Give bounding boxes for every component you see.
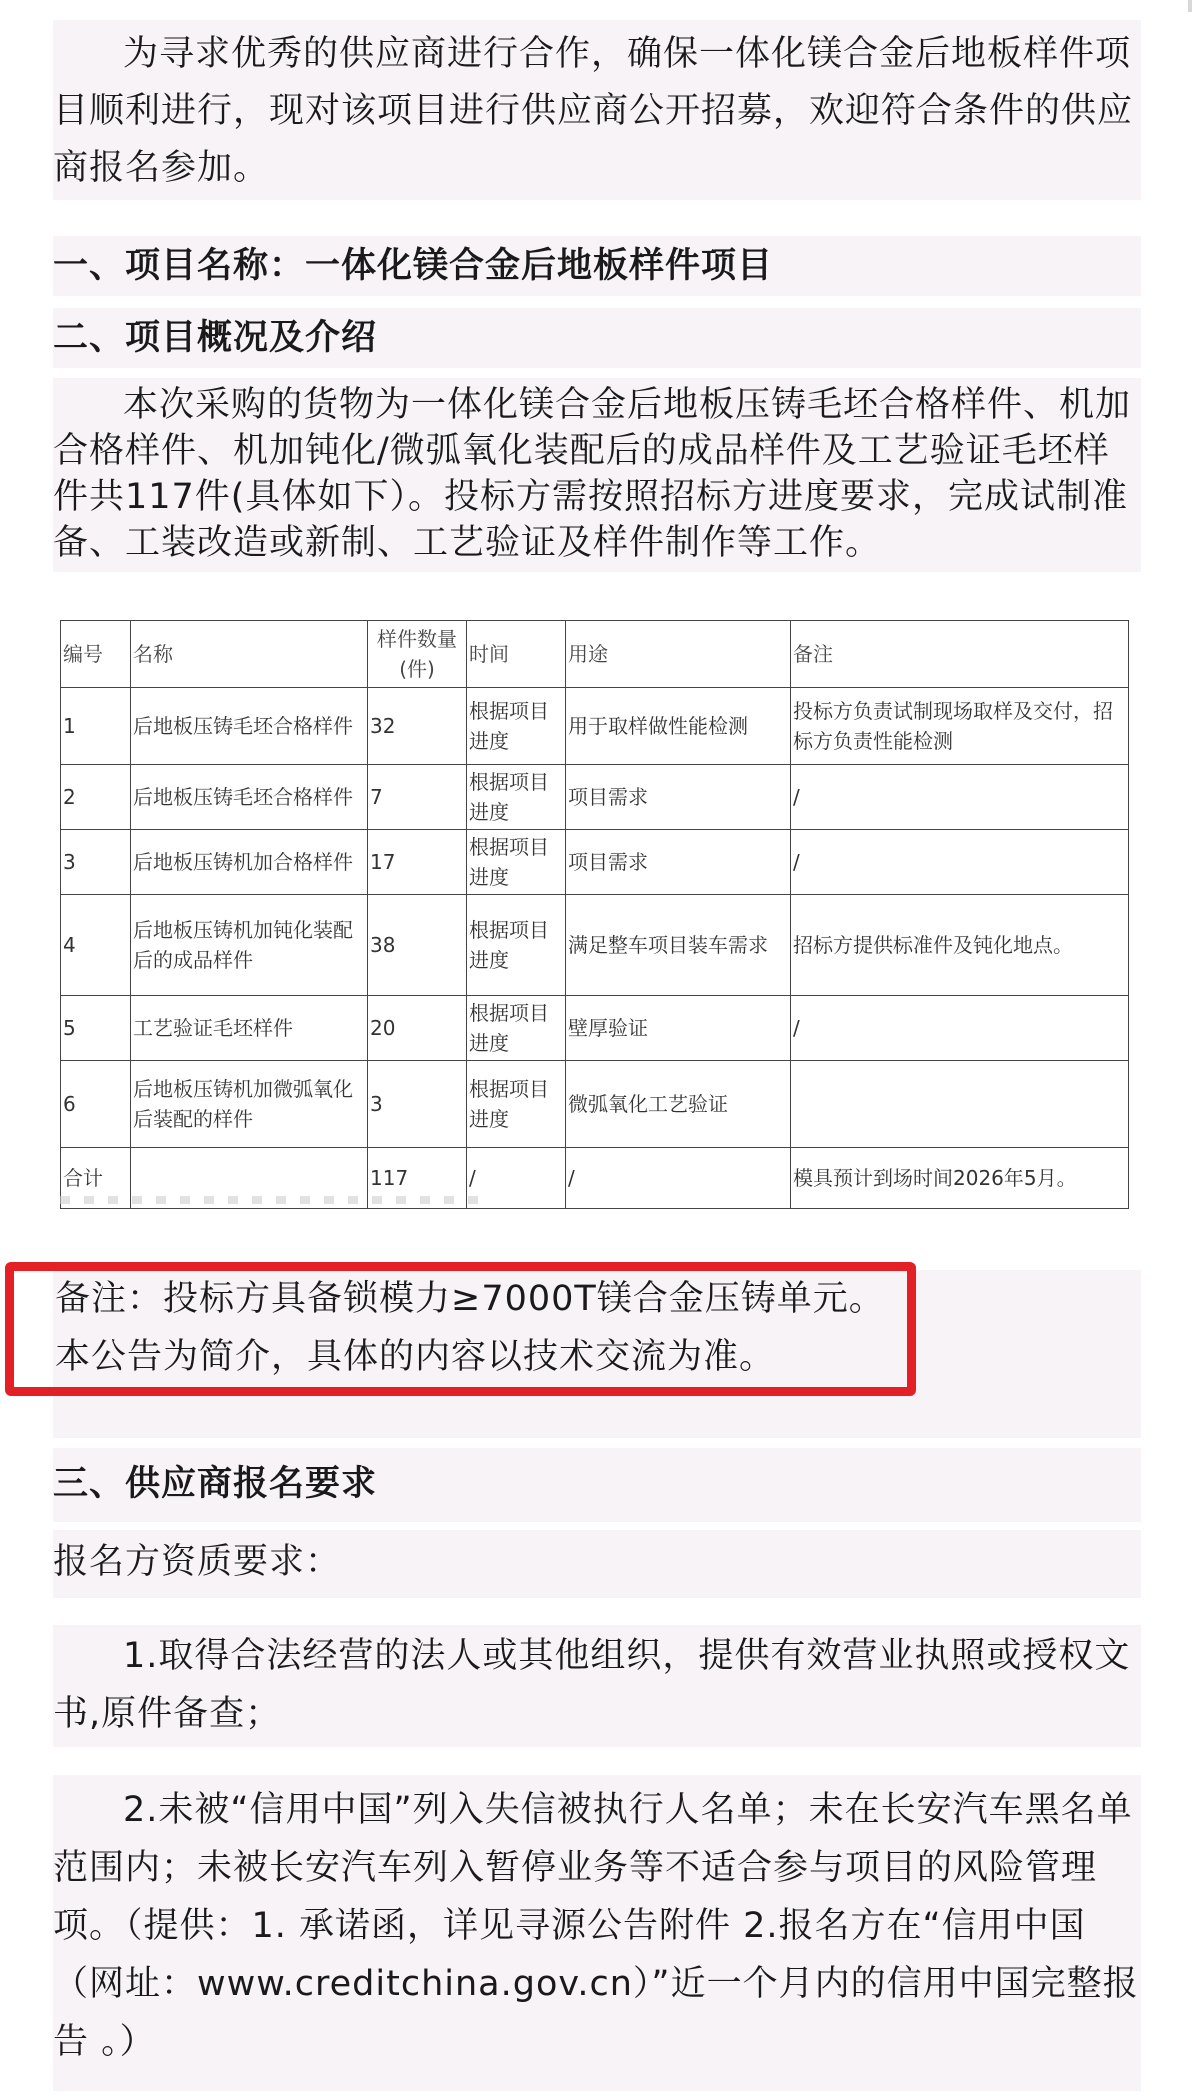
table-header-cell: 样件数量(件): [368, 621, 467, 688]
table-cell: 壁厚验证: [566, 996, 791, 1061]
section-heading-overview: 二、项目概况及介绍: [53, 318, 378, 358]
table-cell: 2: [61, 765, 131, 830]
table-cell: 1: [61, 688, 131, 765]
table-header-cell: 备注: [791, 621, 1129, 688]
table-header-cell: 编号: [61, 621, 131, 688]
table-cell: 7: [368, 765, 467, 830]
qualification-title: 报名方资质要求：: [53, 1542, 342, 1582]
table-cell: 后地板压铸机加钝化装配后的成品样件: [131, 895, 368, 996]
section1-block: [53, 236, 1141, 296]
table-cell: 17: [368, 830, 467, 895]
table-header-cell: 名称: [131, 621, 368, 688]
table-row: [61, 996, 1129, 1061]
table-cell: 根据项目进度: [467, 895, 566, 996]
note-line-lock-force: 备注：投标方具备锁模力≥7000T镁合金压铸单元。: [55, 1279, 885, 1319]
table-cell: 项目需求: [566, 830, 791, 895]
section-heading-project-name: 一、项目名称：一体化镁合金后地板样件项目: [53, 246, 774, 286]
table-row: [61, 1061, 1129, 1148]
section3-block: [53, 1448, 1141, 1522]
top-edge: [0, 0, 1200, 12]
table-cell: 根据项目进度: [467, 996, 566, 1061]
table-cell: 117: [368, 1148, 467, 1209]
table-cell: 5: [61, 996, 131, 1061]
table-cell: 后地板压铸毛坯合格样件: [131, 765, 368, 830]
table-cell: /: [566, 1148, 791, 1209]
table-cell: 模具预计到场时间2026年5月。: [791, 1148, 1129, 1209]
table-cell: 4: [61, 895, 131, 996]
table-header-cell: 用途: [566, 621, 791, 688]
table-cell: 项目需求: [566, 765, 791, 830]
table-row: [61, 688, 1129, 765]
table-cell: 6: [61, 1061, 131, 1148]
sample-table: [60, 620, 1128, 1209]
req1-block: [53, 1625, 1141, 1747]
qual-title-block: [53, 1530, 1141, 1598]
requirement-2: 2.未被“信用中国”列入失信被执行人名单；未在长安汽车黑名单范围内；未被长安汽车列入暂停业务等不适合参与项目的风险管理项。（提供：1. 承诺函，详见寻源公告附件 2.报名方在“信用中国（网址：www.creditchina.gov.cn）”近一个月内的信用中国完整报告 。）: [53, 1790, 1139, 2062]
table-cell: 后地板压铸毛坯合格样件: [131, 688, 368, 765]
scrollbar-thumb[interactable]: [1188, 0, 1192, 12]
table-cell: 后地板压铸机加合格样件: [131, 830, 368, 895]
note-line-brief: 本公告为简介，具体的内容以技术交流为准。: [55, 1337, 776, 1377]
table-cell: 3: [61, 830, 131, 895]
table-cell: 根据项目进度: [467, 1061, 566, 1148]
section2-block: [53, 308, 1141, 368]
table-cell: 根据项目进度: [467, 765, 566, 830]
table-cell: 20: [368, 996, 467, 1061]
table-cell: 招标方提供标准件及钝化地点。: [791, 895, 1129, 996]
table-row: [61, 895, 1129, 996]
table-cell: 根据项目进度: [467, 688, 566, 765]
table-cell: 投标方负责试制现场取样及交付，招标方负责性能检测: [791, 688, 1129, 765]
intro-paragraph: 为寻求优秀的供应商进行合作，确保一体化镁合金后地板样件项目顺利进行，现对该项目进行供应商公开招募，欢迎符合条件的供应商报名参加。: [53, 34, 1134, 188]
table-cell: 合计: [61, 1148, 131, 1209]
table-cell: /: [791, 830, 1129, 895]
highlight-annotation-box: [5, 1262, 916, 1396]
table-cell: /: [467, 1148, 566, 1209]
table-cell: 38: [368, 895, 467, 996]
table-cell: 3: [368, 1061, 467, 1148]
requirement-1: 1.取得合法经营的法人或其他组织，提供有效营业执照或授权文书,原件备查；: [53, 1636, 1131, 1734]
section-heading-requirements: 三、供应商报名要求: [53, 1464, 378, 1504]
overview-block: [53, 378, 1141, 572]
table-cell: /: [791, 996, 1129, 1061]
table-row: [61, 765, 1129, 830]
req2-block: [53, 1775, 1141, 2091]
table-header-cell: 时间: [467, 621, 566, 688]
table-header-row: [61, 621, 1129, 688]
intro-block: [53, 20, 1141, 200]
table-cell: 用于取样做性能检测: [566, 688, 791, 765]
overview-paragraph: 本次采购的货物为一体化镁合金后地板压铸毛坯合格样件、机加合格样件、机加钝化/微弧氧化装配后的成品样件及工艺验证毛坯样件共117件(具体如下）。投标方需按照招标方进度要求，完成试制准备、工装改造或新制、工艺验证及样件制作等工作。: [53, 385, 1132, 563]
table-row: [61, 830, 1129, 895]
cut-off-text-fragment: [60, 1196, 480, 1204]
table-cell: 后地板压铸机加微弧氧化后装配的样件: [131, 1061, 368, 1148]
table-cell: 微弧氧化工艺验证: [566, 1061, 791, 1148]
table-cell: 根据项目进度: [467, 830, 566, 895]
table-cell: [791, 1061, 1129, 1148]
table-cell: /: [791, 765, 1129, 830]
table-cell: 满足整车项目装车需求: [566, 895, 791, 996]
table-cell: 32: [368, 688, 467, 765]
table-cell: 工艺验证毛坯样件: [131, 996, 368, 1061]
